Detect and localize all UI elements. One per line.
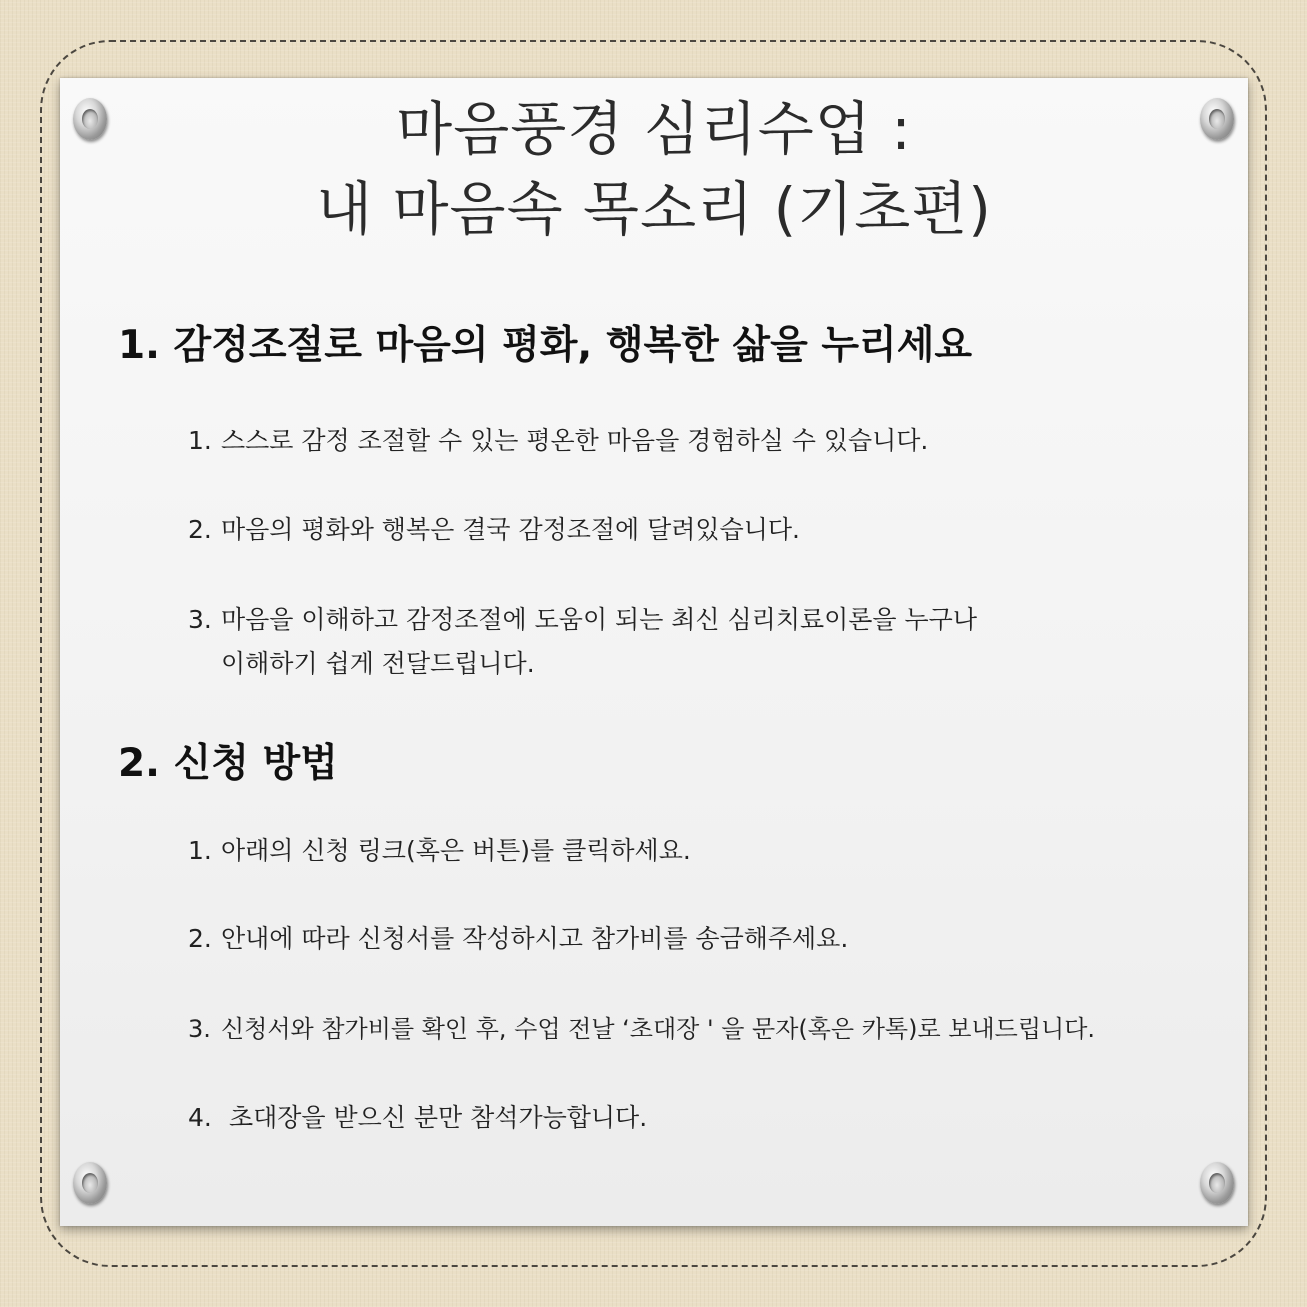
page-title-line-2: 내 마음속 목소리 (기초편) xyxy=(316,175,992,243)
list-item-text: 마음을 이해하고 감정조절에 도움이 되는 최신 심리치료이론을 누구나 xyxy=(221,605,977,634)
list-item-number: 1. xyxy=(188,836,212,865)
list-item-text: 스스로 감정 조절할 수 있는 평온한 마음을 경험하실 수 있습니다. xyxy=(221,426,929,455)
list-item-number: 1. xyxy=(188,426,212,455)
list-item-number: 3. xyxy=(188,605,212,634)
grommet-bottom-left-icon xyxy=(73,1162,107,1204)
list-item xyxy=(188,1007,1095,1051)
list-item xyxy=(188,829,691,873)
list-item-text: 신청서와 참가비를 확인 후, 수업 전날 ‘초대장 ' 을 문자(혹은 카톡)로 보내드립니다. xyxy=(221,1015,1096,1043)
list-item xyxy=(188,1096,647,1140)
list-item-number: 3. xyxy=(188,1015,211,1043)
list-item-text: 안내에 따라 신청서를 작성하시고 참가비를 송금해주세요. xyxy=(221,924,849,953)
list-item xyxy=(188,419,928,463)
page-title-line-1: 마음풍경 심리수업 : xyxy=(396,95,912,163)
list-item-number: 2. xyxy=(188,924,212,953)
grommet-bottom-right-icon xyxy=(1200,1162,1234,1204)
list-item xyxy=(188,598,977,686)
list-item-text: 마음의 평화와 행복은 결국 감정조절에 달려있습니다. xyxy=(221,515,800,544)
list-item-number: 4. xyxy=(188,1103,212,1132)
section-heading-benefits: 1. 감정조절로 마음의 평화, 행복한 삶을 누리세요 xyxy=(118,323,973,368)
list-item-text: 초대장을 받으신 분만 참석가능합니다. xyxy=(221,1103,648,1132)
list-item xyxy=(188,917,848,961)
list-item-text: 아래의 신청 링크(혹은 버튼)를 클릭하세요. xyxy=(221,836,691,865)
list-item-number: 2. xyxy=(188,515,212,544)
list-item xyxy=(188,508,800,552)
section-heading-how-to-apply: 2. 신청 방법 xyxy=(118,741,338,786)
list-item-text-continued: 이해하기 쉽게 전달드립니다. xyxy=(221,649,535,678)
